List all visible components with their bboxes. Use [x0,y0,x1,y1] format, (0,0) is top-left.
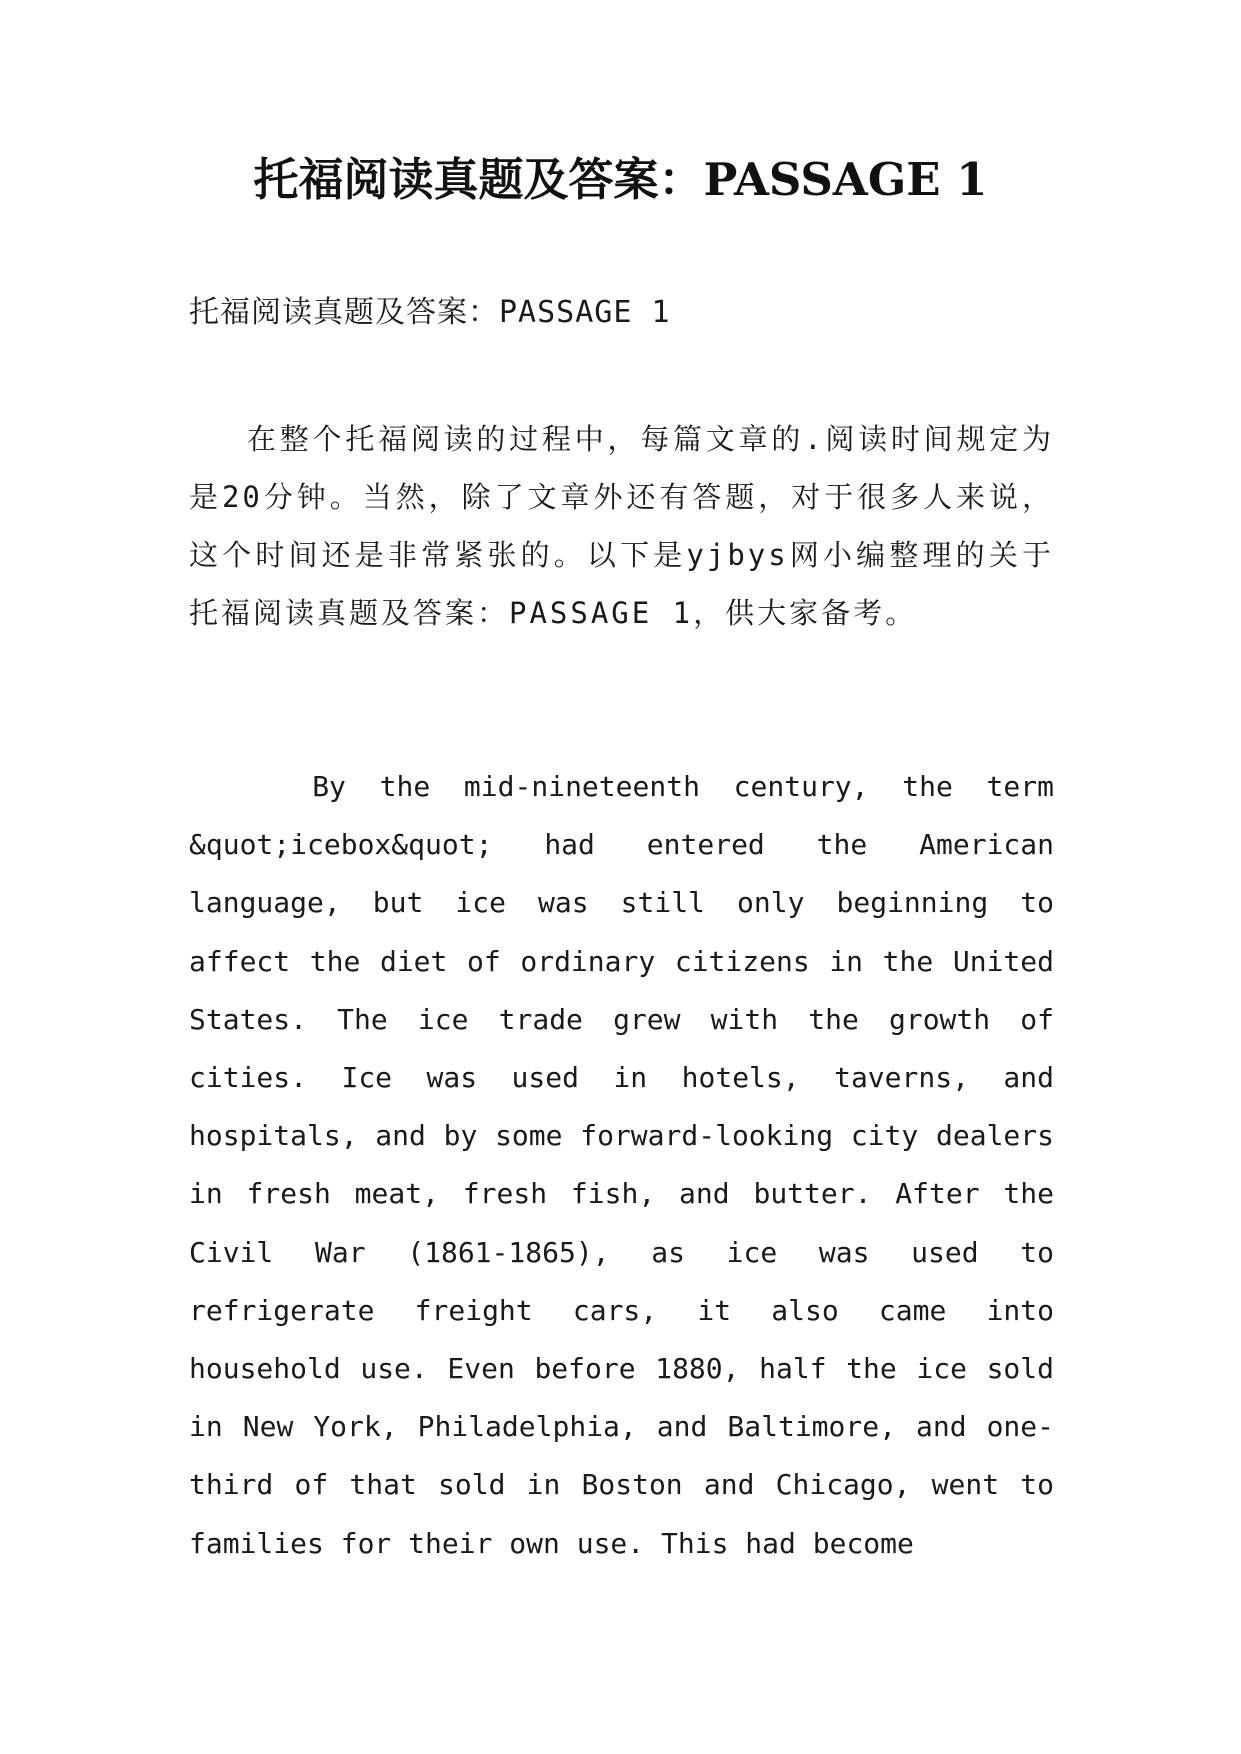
document-subtitle: 托福阅读真题及答案：PASSAGE 1 [189,295,671,330]
intro-paragraph: 在整个托福阅读的过程中，每篇文章的.阅读时间规定为是20分钟。当然，除了文章外还有答题，对于很多人来说，这个时间还是非常紧张的。以下是yjbys网小编整理的关于托福阅读真题及答案：PASSAGE 1，供大家备考。 [189,422,1054,630]
passage-paragraph: By the mid-nineteenth century, the term &quot;icebox&quot; had entered the American language, but ice was still only beginning to affect the diet of ordinary citizens in the United States. The ice trade grew with the growth of cities. Ice was used in hotels, taverns, and hospitals, and by some forward-looking city dealers in fresh meat, fresh fish, and butter. After the Civil War (1861-1865), as ice was used to refrigerate freight cars, it also came into household use. Even before 1880, half the ice sold in New York, Philadelphia, and Baltimore, and one-third of that sold in Boston and Chicago, went to families for their own use. This had become [189,770,1054,1560]
document-title: 托福阅读真题及答案：PASSAGE 1 [253,153,988,206]
